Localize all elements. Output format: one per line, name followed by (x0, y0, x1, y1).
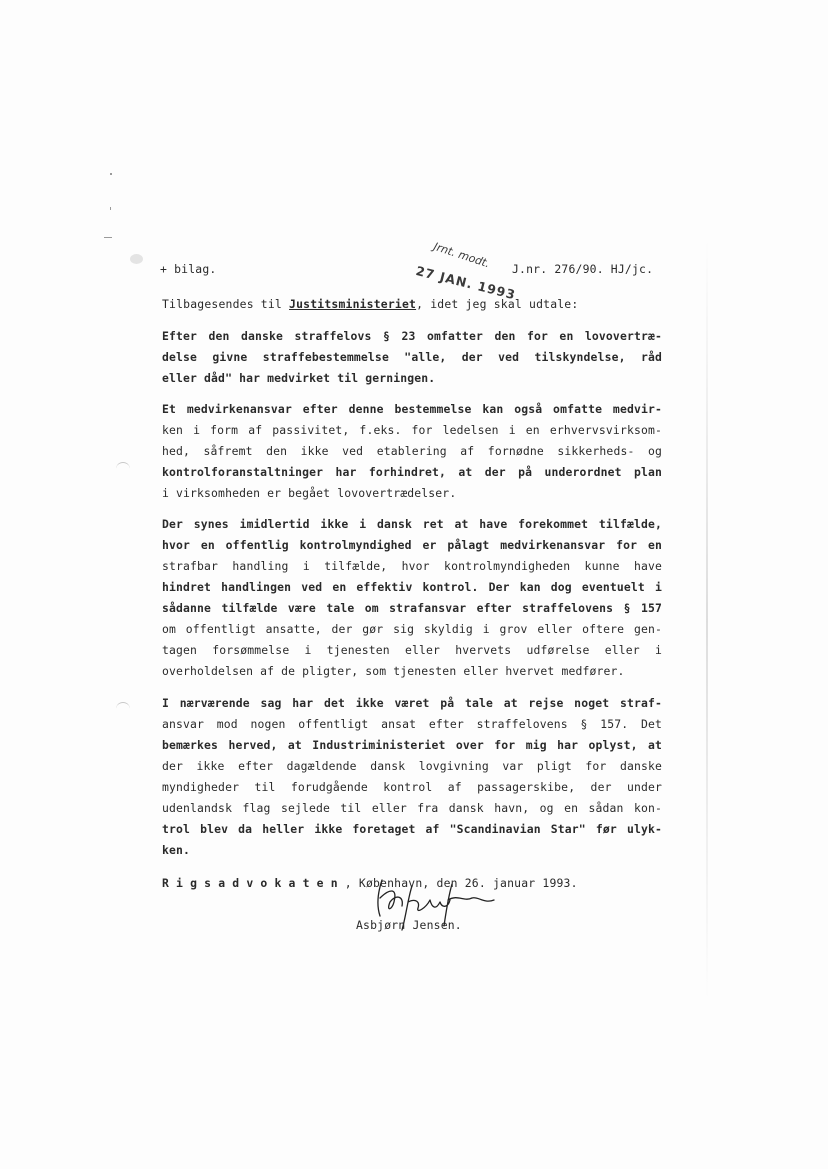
paragraph-4-line: udenlandsk flag sejlede til eller fra dansk havn, og en sådan kon- (162, 801, 662, 815)
paragraph-2-line: hed, såfremt den ikke ved etablering af fornødne sikkerheds- og (162, 444, 662, 458)
scan-speck (104, 237, 112, 238)
journal-number: J.nr. 276/90. HJ/jc. (512, 262, 654, 276)
paragraph-3-line: overholdelsen af de pligter, som tjenesten eller hvervet medfører. (162, 664, 625, 678)
received-stamp-note: Jrnt. modt. (431, 240, 492, 271)
paragraph-2-line: ken i form af passivitet, f.eks. for ledelsen i en erhvervsvirksom- (162, 423, 662, 437)
paragraph-4-line: I nærværende sag har det ikke været på tale at rejse noget straf- (162, 696, 662, 710)
paragraph-1-line: delse givne straffebestemmelse "alle, der ved tilskyndelse, råd (162, 350, 662, 364)
paragraph-1-line: eller dåd" har medvirket til gerningen. (162, 371, 436, 385)
paragraph-3-line: hindret handlingen ved en effektiv kontrol. Der kan dog eventuelt i (162, 580, 662, 594)
scan-mark (116, 702, 130, 711)
intro-prefix: Tilbagesendes til (162, 297, 290, 311)
paragraph-3-line: om offentligt ansatte, der gør sig skyldig i grov eller oftere gen- (162, 622, 662, 636)
scan-speck (110, 207, 111, 210)
paragraph-2-line: i virksomheden er begået lovovertrædelser. (162, 486, 457, 500)
paragraph-3-line: hvor en offentlig kontrolmyndighed er pålagt medvirkenansvar for en (162, 538, 662, 552)
paragraph-4-line: der ikke efter dagældende dansk lovgivning var pligt for danske (162, 759, 662, 773)
office-name: Rigsadvokaten (162, 876, 345, 890)
attachment-note: + bilag. (160, 262, 217, 276)
place-and-date: , København, den 26. januar 1993. (344, 876, 578, 890)
paragraph-4-line: myndigheder til forudgående kontrol af passagerskibe, der under (162, 780, 662, 794)
paragraph-2-line: Et medvirkenansvar efter denne bestemmelse kan også omfatte medvir- (162, 402, 662, 416)
recipient-ministry: Justitsministeriet (289, 297, 417, 311)
scan-mark (116, 462, 130, 471)
paragraph-4-line: trol blev da heller ikke foretaget af "Scandinavian Star" før ulyk- (162, 822, 662, 836)
paragraph-4-line: ansvar mod nogen offentligt ansat efter straffelovens § 157. Det (162, 717, 662, 731)
paragraph-3-line: tagen forsømmelse i tjenesten eller hvervets udførelse eller i (162, 643, 662, 657)
scan-edge-shadow (706, 240, 708, 1000)
signatory-name: Asbjørn Jensen. (356, 918, 462, 932)
paragraph-3-line: strafbar handling i tilfælde, hvor kontrolmyndigheden kunne have (162, 559, 662, 573)
paragraph-1-line: Efter den danske straffelovs § 23 omfatter den for en lovovertræ- (162, 329, 662, 343)
paragraph-4-line: ken. (162, 843, 191, 857)
paragraph-4-line: bemærkes herved, at Industriministeriet over for mig har oplyst, at (162, 738, 662, 752)
intro-suffix: , idet jeg skal udtale: (416, 297, 579, 311)
received-stamp-date: 27 JAN. 1993 (414, 263, 518, 303)
punch-hole-mark (130, 254, 143, 264)
paragraph-3-line: Der synes imidlertid ikke i dansk ret at have forekommet tilfælde, (162, 517, 662, 531)
intro-line (162, 297, 578, 311)
paragraph-2-line: kontrolforanstaltninger har forhindret, at der på underordnet plan (162, 465, 662, 479)
paragraph-3-line: sådanne tilfælde være tale om strafansvar efter straffelovens § 157 (162, 601, 662, 615)
scan-speck (110, 173, 112, 175)
